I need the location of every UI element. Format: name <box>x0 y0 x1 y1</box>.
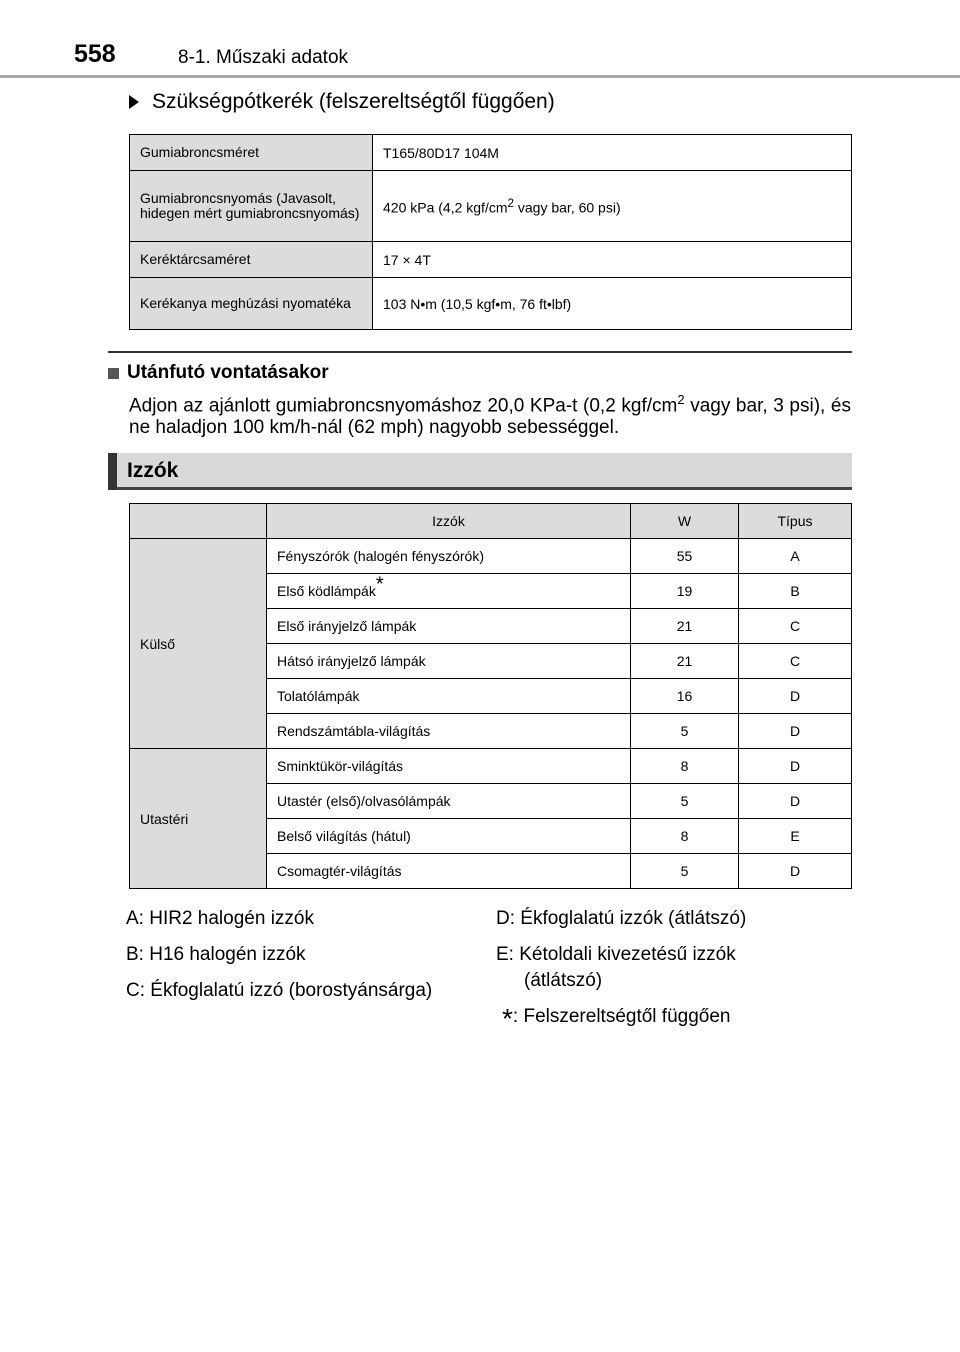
bulb-watt: 16 <box>631 679 739 714</box>
header-blank <box>130 504 267 539</box>
bulb-name: Fényszórók (halogén fényszórók) <box>267 539 631 574</box>
bulb-watt: 8 <box>631 819 739 854</box>
bulb-type: D <box>739 854 852 889</box>
group-label: Külső <box>130 539 267 749</box>
table-header-row <box>130 504 852 539</box>
bulb-name: Első irányjelző lámpák <box>267 609 631 644</box>
section-divider <box>108 351 852 353</box>
spec-value: T165/80D17 104M <box>373 135 852 171</box>
bulb-type: D <box>739 749 852 784</box>
bulb-watt: 5 <box>631 854 739 889</box>
page-number: 558 <box>74 40 116 68</box>
table-row <box>130 539 852 574</box>
spec-label: Gumiabroncsméret <box>130 135 373 171</box>
spec-label: Keréktárcsaméret <box>130 242 373 278</box>
bulb-type: B <box>739 574 852 609</box>
bulb-type: A <box>739 539 852 574</box>
bulbs-section-bar <box>108 453 852 490</box>
bulb-name: Rendszámtábla-világítás <box>267 714 631 749</box>
column-header: Izzók <box>267 504 631 539</box>
header-rule <box>0 75 960 78</box>
spec-label: Kerékanya meghúzási nyomatéka <box>130 278 373 330</box>
bulb-type: D <box>739 714 852 749</box>
legend-b: B: H16 halogén izzók <box>126 944 306 965</box>
bulb-name: Hátsó irányjelző lámpák <box>267 644 631 679</box>
towing-heading <box>108 362 329 384</box>
triangle-bullet-icon <box>129 95 139 109</box>
bulb-name: Sminktükör-világítás <box>267 749 631 784</box>
spare-wheel-heading <box>129 90 555 114</box>
bulb-watt: 55 <box>631 539 739 574</box>
towing-heading-text: Utánfutó vontatásakor <box>127 362 329 383</box>
bulbs-table <box>129 503 852 889</box>
bulb-name: Belső világítás (hátul) <box>267 819 631 854</box>
towing-text: Adjon az ajánlott gumiabroncsnyomáshoz 20,0 KPa-t (0,2 kgf/$cm^2$ vagy bar, 3 psi), és ne haladjon 100 km/h-nál (62 mph) nagyobb sebességgel. <box>129 392 851 439</box>
spec-value: 17 × 4T <box>373 242 852 278</box>
legend-e-cont: (átlátszó) <box>524 970 603 991</box>
legend-c: C: Ékfoglalatú izzó (borostyánsárga) <box>126 980 433 1001</box>
bulb-type: C <box>739 644 852 679</box>
section-title: 8-1. Műszaki adatok <box>178 47 349 68</box>
legend-a: A: HIR2 halogén izzók <box>126 908 314 929</box>
bulb-watt: 5 <box>631 784 739 819</box>
bulb-name: Csomagtér-világítás <box>267 854 631 889</box>
spec-value: 103 N•m (10,5 kgf•m, 76 ft•lbf) <box>373 278 852 330</box>
column-header: Típus <box>739 504 852 539</box>
bulb-type: E <box>739 819 852 854</box>
bulb-watt: 8 <box>631 749 739 784</box>
bulb-name: Utastér (első)/olvasólámpák <box>267 784 631 819</box>
bulb-watt: 21 <box>631 609 739 644</box>
spec-value: 420 kPa (4,2 kgf/$cm^2$ vagy bar, 60 psi) <box>373 171 852 242</box>
spare-wheel-heading-text: Szükségpótkerék (felszereltségtől függően) <box>152 90 555 113</box>
spec-label: Gumiabroncsnyomás (Javasolt, hidegen mért gumiabroncsnyomás) <box>130 171 373 242</box>
column-header: W <box>631 504 739 539</box>
bar-accent <box>108 453 117 490</box>
bulb-type: D <box>739 679 852 714</box>
asterisk-icon: * <box>502 1003 513 1034</box>
bulb-type: C <box>739 609 852 644</box>
legend-star: *: Felszereltségtől függően <box>502 1003 731 1034</box>
bulb-type: D <box>739 784 852 819</box>
bulb-name: Első ködlámpák* <box>267 574 631 609</box>
spare-wheel-table <box>129 134 852 330</box>
bulb-watt: 5 <box>631 714 739 749</box>
table-row <box>130 749 852 784</box>
square-bullet-icon <box>108 368 119 379</box>
bulb-watt: 19 <box>631 574 739 609</box>
bulb-watt: 21 <box>631 644 739 679</box>
legend-d: D: Ékfoglalatú izzók (átlátszó) <box>496 908 747 929</box>
bulb-name: Tolatólámpák <box>267 679 631 714</box>
legend-e: E: Kétoldali kivezetésű izzók <box>496 944 736 965</box>
bulbs-section-title: Izzók <box>127 459 179 482</box>
group-label: Utastéri <box>130 749 267 889</box>
